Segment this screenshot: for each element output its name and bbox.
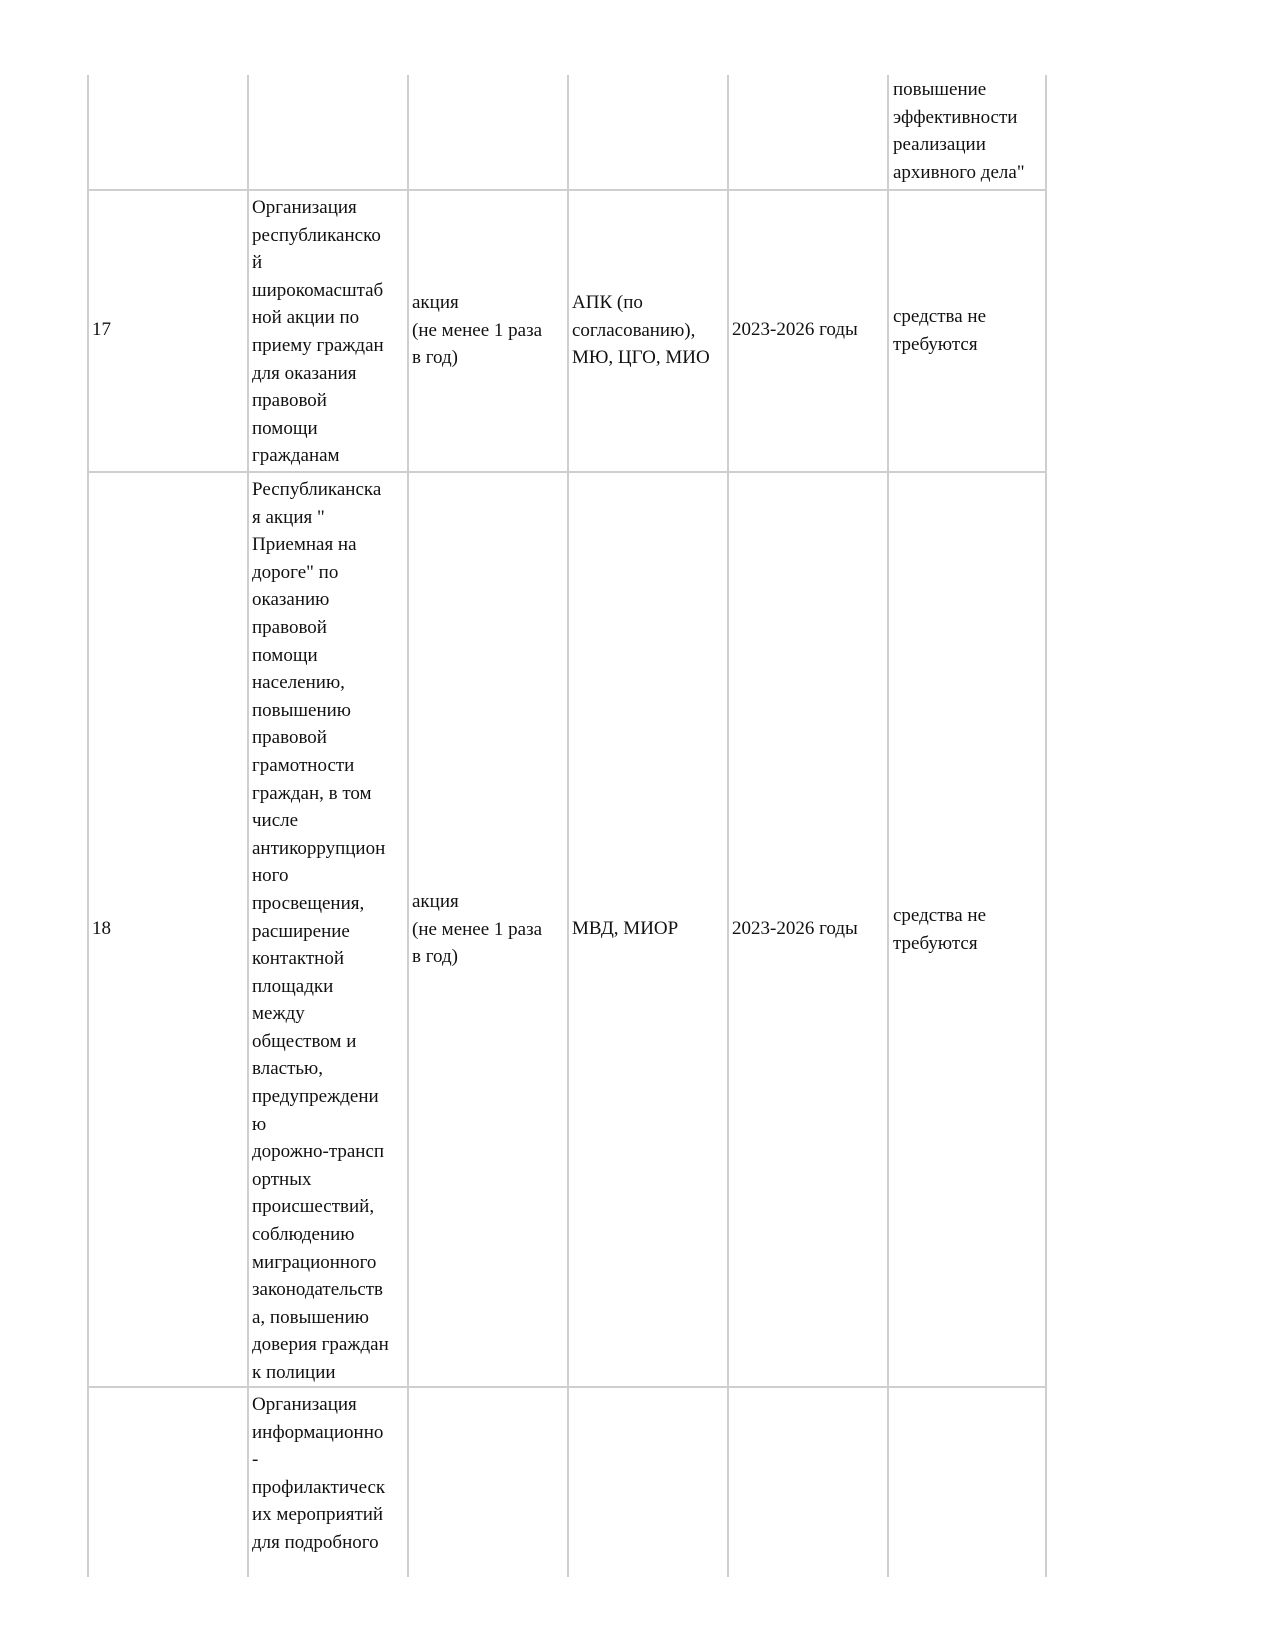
column-divider [407, 75, 409, 1577]
period-cell: 2023-2026 годы [732, 918, 858, 939]
responsible-cell: АПК (по согласованию), МЮ, ЦГО, МИО [572, 292, 710, 369]
row-divider [87, 189, 1047, 191]
row-divider [87, 1386, 1047, 1388]
funding-cell: повышение эффективности реализации архивного дела" [893, 79, 1025, 183]
responsible-cell: МВД, МИОР [572, 918, 679, 939]
funding-cell: средства не требуются [893, 905, 987, 954]
completion-form-cell: акция (не менее 1 раза в год) [412, 891, 543, 968]
column-divider [247, 75, 249, 1577]
action-name-cell: Республиканска я акция " Приемная на дороге" по оказанию правовой помощи населению, повышению правовой грамотности граждан, в том числе антикоррупцион ного просвещения, расширение контактной площадки между обществом и властью, предупреждени ю дорожно-трансп ортных происшествий, соблюдению миграционного законодательств а, повышению доверия граждан к полиции [252, 479, 389, 1383]
action-name-cell: Организация республиканско й широкомасштаб ной акции по приему граждан для оказания правовой помощи гражданам [252, 197, 384, 467]
row-number: 18 [92, 918, 111, 939]
column-divider [887, 75, 889, 1577]
completion-form-cell: акция (не менее 1 раза в год) [412, 292, 543, 369]
funding-cell: средства не требуются [893, 306, 987, 355]
column-divider [727, 75, 729, 1577]
column-divider [567, 75, 569, 1577]
row-divider [87, 471, 1047, 473]
action-name-cell: Организация информационно - профилактическ их мероприятий для подробного [252, 1394, 386, 1553]
period-cell: 2023-2026 годы [732, 319, 858, 340]
row-number: 17 [92, 319, 111, 340]
